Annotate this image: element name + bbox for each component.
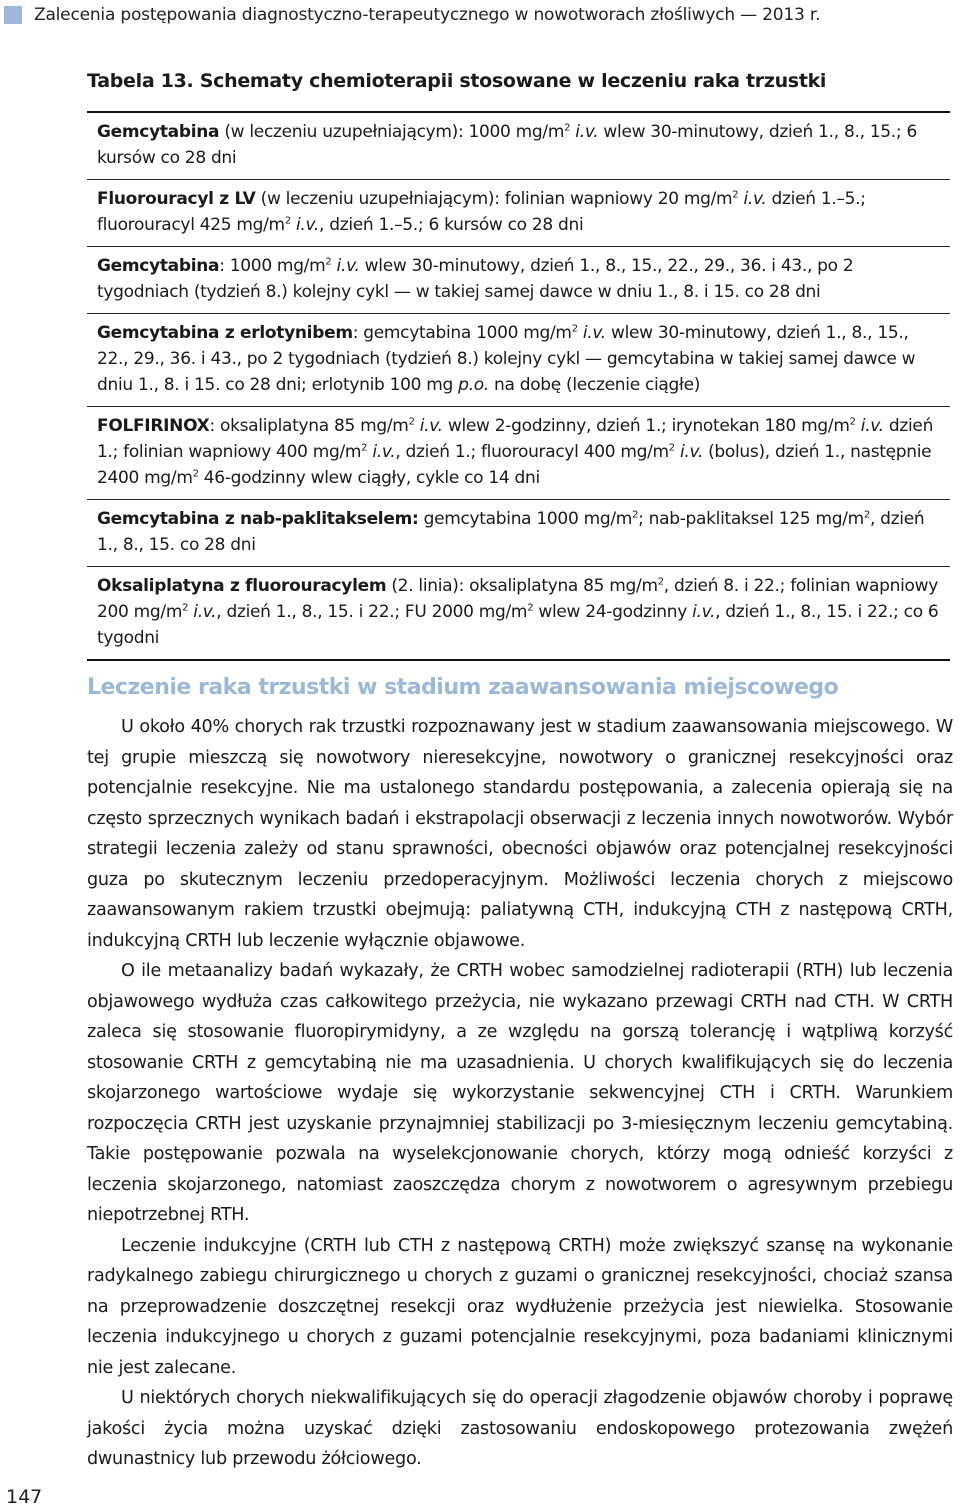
table-row: Gemcytabina: 1000 $mg/m^2$ i.v. wlew 30-minutowy, dzień 1., 8., 15., 22., 29., 36. i 43., po 2 tygodniach (tydzień 8.) kolejny cykl — w takiej samej dawce w dniu 1., 8. i 15. co 28 dni [87,247,950,314]
table-title: Tabela 13. Schematy chemioterapii stosowane w leczeniu raka trzustki [87,70,827,92]
page-number: 147 [6,1486,43,1508]
table-row: Gemcytabina z nab-paklitakselem: gemcytabina 1000 $mg/m^2$; nab-paklitaksel 125 $mg/m^2$, dzień 1., 8., 15. co 28 dni [87,500,950,567]
paragraph: U niektórych chorych niekwalifikujących się do operacji złagodzenie objawów choroby i poprawę jakości życia można uzyskać dzięki zastosowaniu endoskopowego protezowania zwężeń dwunastnicy lub przewodu żółciowego. [87,1388,953,1469]
paragraph: Leczenie indukcyjne (CRTH lub CTH z następową CRTH) może zwiększyć szansę na wykonanie radykalnego zabiegu chirurgicznego u chorych z guzami o granicznej resekcyjności, chociaż szansa na przeprowadzenie doszczętnej resekcji oraz wydłużenie przeżycia jest niewielka. Stosowanie leczenia indukcyjnego u chorych z guzami potencjalnie resekcyjnymi, poza badaniami klinicznymi nie jest zalecane. [87,1235,953,1378]
header-square-icon [4,6,22,24]
running-header [0,4,820,26]
regimens-table [87,111,950,661]
body-text [87,712,953,1475]
running-title: Zalecenia postępowania diagnostyczno-terapeutycznego w nowotworach złośliwych — 2013 r. [34,5,821,25]
paragraph: U około 40% chorych rak trzustki rozpoznawany jest w stadium zaawansowania miejscowego. W tej grupie mieszczą się nowotwory nieresekcyjne, nowotwory o granicznej resekcyjności oraz potencjalnie resekcyjne. Nie ma ustalonego standardu postępowania, a zalecenia opierają się na często sprzecznych wynikach badań i ekstrapolacji obserwacji z leczenia innych nowotworów. Wybór strategii leczenia zależy od stanu sprawności, obecności objawów oraz potencjalnej resekcyjności guza po skutecznym leczeniu przedoperacyjnym. Możliwości leczenia chorych z miejscowo zaawansowanym rakiem trzustki obejmują: paliatywną CTH, indukcyjną CTH z następową CRTH, indukcyjną CRTH lub leczenie wyłącznie objawowe. [87,717,953,951]
table-row: Gemcytabina (w leczeniu uzupełniającym): 1000 $mg/m^2$ i.v. wlew 30-minutowy, dzień 1., 8., 15.; 6 kursów co 28 dni [87,113,950,180]
paragraph: O ile metaanalizy badań wykazały, że CRTH wobec samodzielnej radioterapii (RTH) lub leczenia objawowego wydłuża czas całkowitego przeżycia, nie wykazano przewagi CRTH nad CTH. W CRTH zaleca się stosowanie fluoropirymidyny, a ze względu na gorszą tolerancję i wątpliwą korzyść stosowanie CRTH z gemcytabiną nie ma uzasadnienia. U chorych kwalifikujących się do leczenia skojarzonego wartościowe wydaje się wykorzystanie sekwencyjnej CTH i CRTH. Warunkiem rozpoczęcia CRTH jest uzyskanie przynajmniej stabilizacji po 3-miesięcznym leczeniu gemcytabiną. Takie postępowanie pozwala na wyselekcjonowanie chorych, którzy mogą odnieść korzyści z leczenia skojarzonego, natomiast zaoszczędza chorym z nowotworem o agresywnym przebiegu niepotrzebnej RTH. [87,961,953,1225]
table-row: Gemcytabina z erlotynibem: gemcytabina 1000 $mg/m^2$ i.v. wlew 30-minutowy, dzień 1., 8., 15., 22., 29., 36. i 43., po 2 tygodniach (tydzień 8.) kolejny cykl — gemcytabina w takiej samej dawce w dniu 1., 8. i 15. co 28 dni; erlotynib 100 mg p.o. na dobę (leczenie ciągłe) [87,314,950,407]
table-row: Fluorouracyl z LV (w leczeniu uzupełniającym): folinian wapniowy 20 $mg/m^2$ i.v. dzień 1.–5.; fluorouracyl 425 $mg/m^2$ i.v., dzień 1.–5.; 6 kursów co 28 dni [87,180,950,247]
table-row: Oksaliplatyna z fluorouracylem (2. linia): oksaliplatyna 85 $mg/m^2$, dzień 8. i 22.; folinian wapniowy 200 $mg/m^2$ i.v., dzień 1., 8., 15. i 22.; FU 2000 $mg/m^2$ wlew 24-godzinny i.v., dzień 1., 8., 15. i 22.; co 6 tygodni [87,567,950,661]
table-row: FOLFIRINOX: oksaliplatyna 85 $mg/m^2$ i.v. wlew 2-godzinny, dzień 1.; irynotekan 180 $mg/m^2$ i.v. dzień 1.; folinian wapniowy 400 $mg/m^2$ i.v., dzień 1.; fluorouracyl 400 $mg/m^2$ i.v. (bolus), dzień 1., następnie 2400 $mg/m^2$ 46-godzinny wlew ciągły, cykle co 14 dni [87,407,950,500]
section-title: Leczenie raka trzustki w stadium zaawansowania miejscowego [87,675,839,700]
